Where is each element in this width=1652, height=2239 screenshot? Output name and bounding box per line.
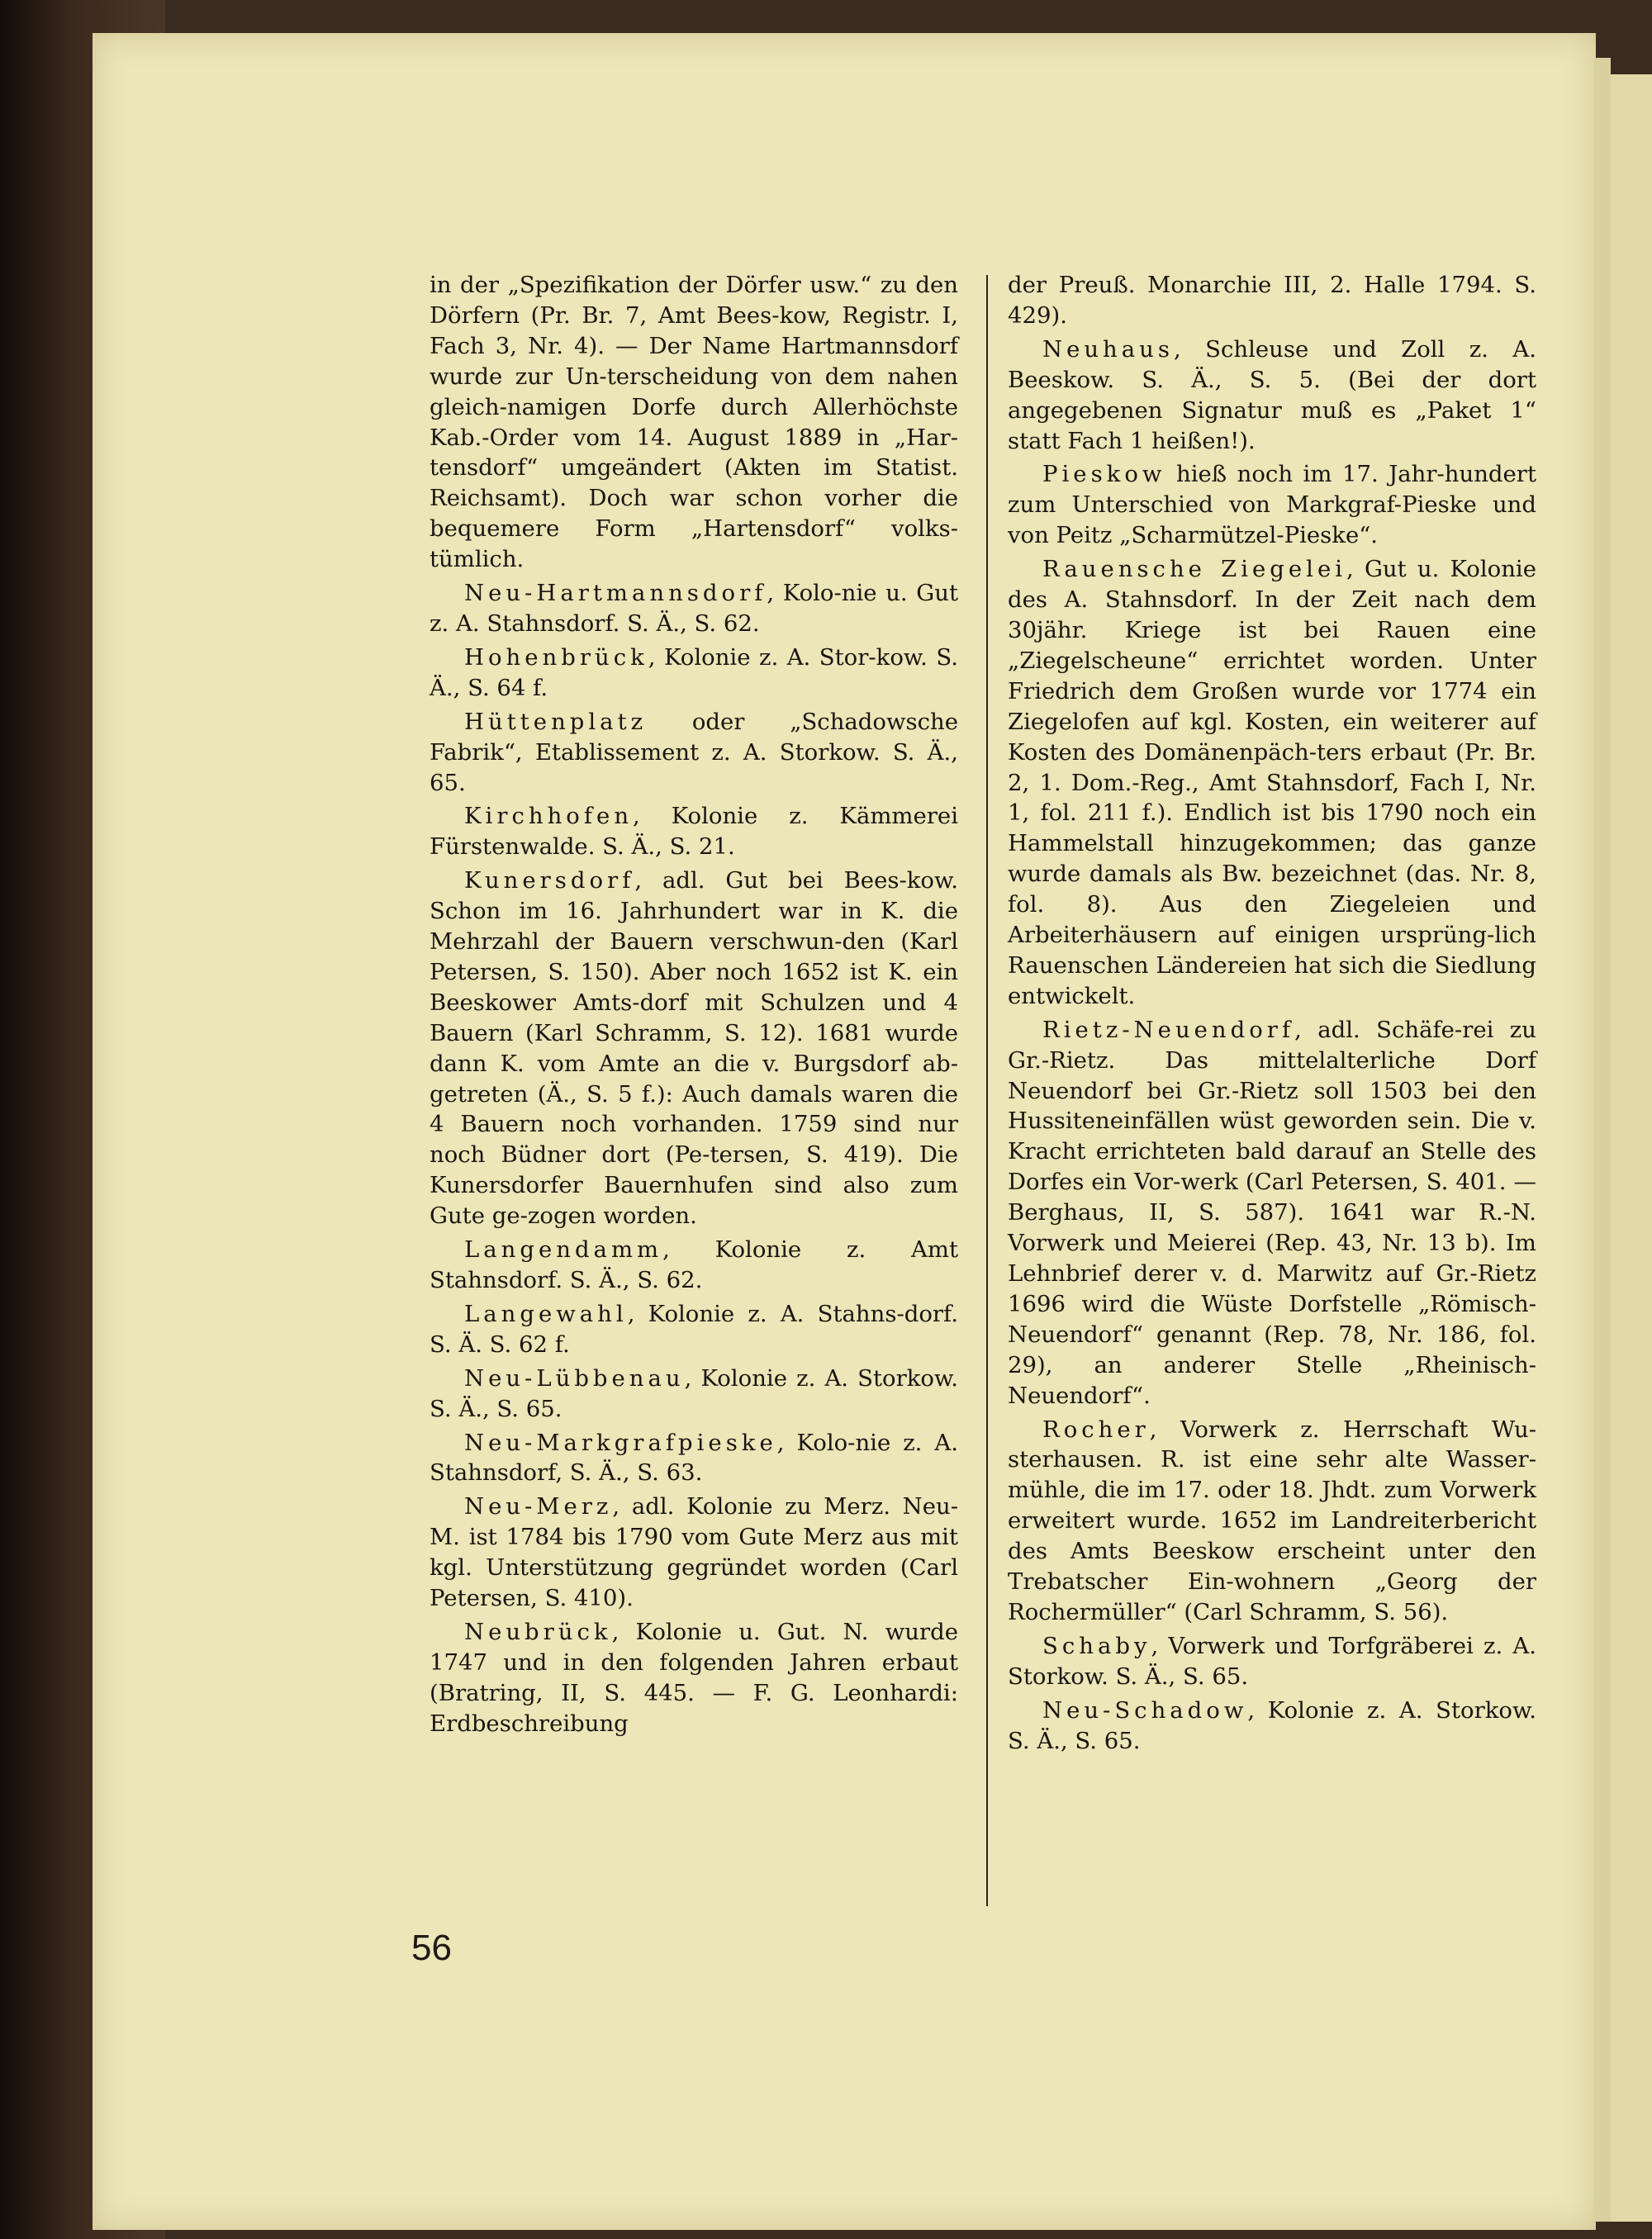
entry-head: Neu-Markgrafpieske — [464, 1429, 777, 1456]
entry-head: Kirchhofen — [464, 803, 634, 830]
entry-head: Rocher — [1042, 1416, 1150, 1443]
entry-head: Hüttenplatz — [464, 708, 648, 735]
entry-paragraph — [430, 801, 958, 862]
right-column — [1008, 270, 1536, 1760]
entry-paragraph — [1008, 1696, 1536, 1757]
left-column — [430, 270, 958, 1743]
entry-head: Rietz-Neuendorf — [1042, 1016, 1295, 1043]
entry-text: oder „Schadowsche Fabrik“, Etablissement z. A. Storkow. S. Ä., 65. — [430, 708, 958, 796]
entry-text: , Vorwerk z. Herrschaft Wu-sterhausen. R. ist eine sehr alte Wasser-mühle, die im 17. oder 18. Jhdt. zum Vorwerk erweitert wurde. 1652 im Landreiterbericht des Amts Beeskow erscheint unter den Trebatscher Ein-wohnern „Georg der Rochermüller“ (Carl Schramm, S. 56). — [1008, 1416, 1536, 1625]
entry-paragraph — [430, 643, 958, 704]
entry-paragraph — [1008, 1631, 1536, 1692]
facing-page-strip — [1611, 74, 1652, 2222]
entry-text: , Kolonie z. A. Stahns-dorf. S. Ä. S. 62 f. — [430, 1300, 958, 1358]
page-number: 56 — [411, 1928, 452, 1968]
entry-text: , adl. Schäfe-rei zu Gr.-Rietz. Das mittelalterliche Dorf Neuendorf bei Gr.-Rietz soll 1503 bei den Hussiteneinfällen wüst geworden sein. Die v. Kracht errichteten bald darauf an Stelle des Dorfes ein Vor-werk (Carl Petersen, S. 401. — Berghaus, II, S. 587). 1641 war R.-N. Vorwerk und Meierei (Rep. 43, Nr. 13 b). Im Lehnbrief derer v. d. Marwitz auf Gr.-Rietz 1696 wird die Wüste Dorfstelle „Römisch-Neuendorf“ genannt (Rep. 78, Nr. 186, fol. 29), an anderer Stelle „Rheinisch-Neuendorf“. — [1008, 1016, 1536, 1409]
entry-text: , Kolonie z. A. Storkow. S. Ä., S. 65. — [430, 1364, 958, 1422]
entry-paragraph — [1008, 1015, 1536, 1411]
entry-head: Neu-Hartmannsdorf — [464, 580, 767, 607]
entry-text: , adl. Kolonie zu Merz. Neu-M. ist 1784 bis 1790 vom Gute Merz aus mit kgl. Unterstützung gegründet worden (Carl Petersen, S. 410). — [430, 1493, 958, 1612]
entry-paragraph — [430, 866, 958, 1231]
entry-head: Langendamm — [464, 1236, 663, 1264]
entry-text: , Kolonie z. A. Stor-kow. S. Ä., S. 64 f. — [430, 643, 958, 701]
entry-text: , Kolo-nie z. A. Stahnsdorf, S. Ä., S. 63. — [430, 1429, 958, 1487]
entry-paragraph — [430, 270, 958, 575]
entry-paragraph — [1008, 554, 1536, 1012]
entry-paragraph — [1008, 459, 1536, 551]
entry-text: hieß noch im 17. Jahr-hundert zum Unterschied von Markgraf-Pieske und von Peitz „Scharmützel-Pieske“. — [1008, 461, 1536, 549]
entry-head: Neuhaus — [1042, 335, 1174, 363]
entry-paragraph — [430, 1235, 958, 1296]
entry-paragraph — [430, 1364, 958, 1425]
entry-text: der Preuß. Monarchie III, 2. Halle 1794. S. 429). — [1008, 272, 1536, 329]
entry-head: Neu-Schadow — [1042, 1696, 1248, 1724]
entry-text: in der „Spezifikation der Dörfer usw.“ zu den Dörfern (Pr. Br. 7, Amt Bees-kow, Registr. I, Fach 3, Nr. 4). — Der Name Hartmannsdorf wurde zur Un-terscheidung von dem nahen gleich-namigen Dorfe durch Allerhöchste Kab.-Order vom 14. August 1889 in „Har-tensdorf“ umgeändert (Akten im Statist. Reichsamt). Doch war schon vorher die bequemere Form „Hartensdorf“ volks-tümlich. — [430, 272, 958, 573]
entry-text: , adl. Gut bei Bees-kow. Schon im 16. Jahrhundert war in K. die Mehrzahl der Bauern verschwun-den (Karl Petersen, S. 150). Aber noch 1652 ist K. ein Beeskower Amts-dorf mit Schulzen und 4 Bauern (Karl Schramm, S. 12). 1681 wurde dann K. vom Amte an die v. Burgsdorf ab-getreten (Ä., S. 5 f.): Auch damals waren die 4 Bauern noch vorhanden. 1759 sind nur noch Büdner dort (Pe-tersen, S. 419). Die Kunersdorfer Bauernhufen sind also zum Gute ge-zogen worden. — [430, 867, 958, 1230]
entry-head: Kunersdorf — [464, 867, 635, 894]
column-divider — [986, 275, 988, 1906]
entry-text: , Kolonie z. Amt Stahnsdorf. S. Ä., S. 62. — [430, 1236, 958, 1293]
entry-paragraph — [430, 1299, 958, 1360]
page-edge — [1594, 58, 1611, 2222]
entry-paragraph — [430, 1617, 958, 1739]
entry-text: , Vorwerk und Torfgräberei z. A. Storkow. S. Ä., S. 65. — [1008, 1632, 1536, 1690]
entry-head: Rauensche Ziegelei — [1042, 556, 1347, 583]
entry-text: , Schleuse und Zoll z. A. Beeskow. S. Ä., S. 5. (Bei der dort angegebenen Signatur muß es „Paket 1“ statt Fach 1 heißen!). — [1008, 335, 1536, 454]
entry-head: Schaby — [1042, 1632, 1151, 1659]
entry-text: , Kolonie z. Kämmerei Fürstenwalde. S. Ä., S. 21. — [430, 803, 958, 861]
entry-paragraph — [430, 1492, 958, 1614]
entry-head: Langewahl — [464, 1300, 628, 1327]
entry-paragraph — [1008, 334, 1536, 457]
entry-paragraph — [1008, 1415, 1536, 1628]
entry-head: Pieskow — [1042, 461, 1166, 488]
entry-head: Neubrück — [464, 1618, 612, 1645]
entry-text: , Kolonie z. A. Storkow. S. Ä., S. 65. — [1008, 1696, 1536, 1754]
entry-head: Neu-Lübbenau — [464, 1364, 685, 1392]
entry-paragraph — [1008, 270, 1536, 331]
entry-text: , Gut u. Kolonie des A. Stahnsdorf. In der Zeit nach dem 30jähr. Kriege ist bei Rauen eine „Ziegelscheune“ errichtet worden. Unter Friedrich dem Großen wurde vor 1774 ein Ziegelofen auf kgl. Kosten, ein weiterer auf Kosten des Domänenpäch-ters erbaut (Pr. Br. 2, 1. Dom.-Reg., Amt Stahnsdorf, Fach I, Nr. 1, fol. 211 f.). Endlich ist bis 1790 noch ein Hammelstall hinzugekommen; das ganze wurde damals als Bw. bezeichnet (das. Nr. 8, fol. 8). Aus den Ziegeleien und Arbeiterhäusern auf einigen ursprüng-lich Rauenschen Ländereien hat sich die Siedlung entwickelt. — [1008, 556, 1536, 1009]
entry-paragraph — [430, 578, 958, 639]
entry-text: , Kolonie u. Gut. N. wurde 1747 und in den folgenden Jahren erbaut (Bratring, II, S. 445. — F. G. Leonhardi: Erdbeschreibung — [430, 1618, 958, 1737]
entry-text: , Kolo-nie u. Gut z. A. Stahnsdorf. S. Ä., S. 62. — [430, 580, 958, 637]
entry-paragraph — [430, 707, 958, 799]
entry-paragraph — [430, 1428, 958, 1489]
entry-head: Hohenbrück — [464, 643, 648, 671]
entry-head: Neu-Merz — [464, 1493, 613, 1520]
